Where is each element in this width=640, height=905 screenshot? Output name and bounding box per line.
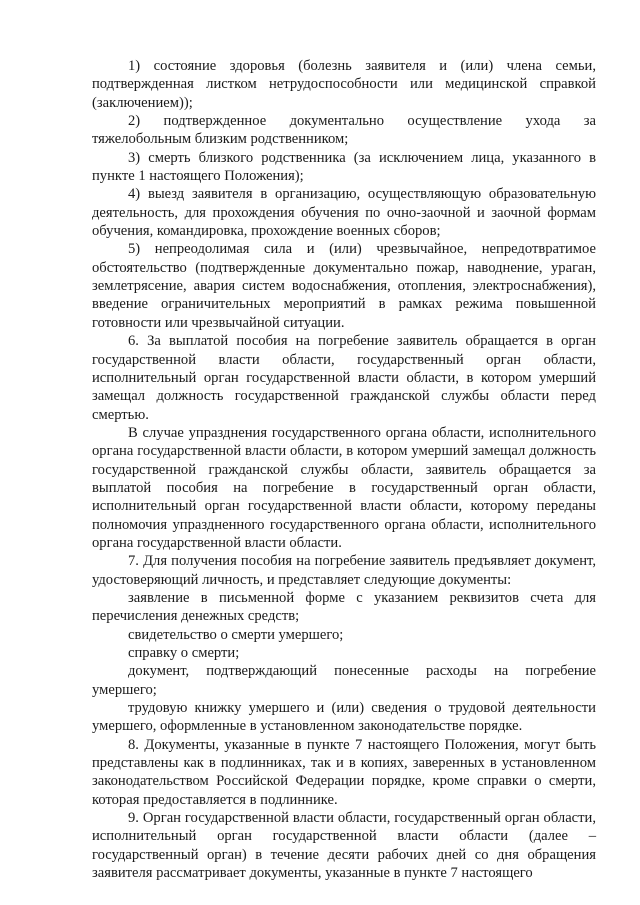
paragraph-doc-application: заявление в письменной форме с указанием реквизитов счета для перечисления денежных средств; (92, 589, 596, 625)
paragraph-item-2: 2) подтвержденное документально осуществление ухода за тяжелобольным близким родственником; (92, 113, 596, 148)
paragraph-item-5: 5) непреодолимая сила и (или) чрезвычайное, непредотвратимое обстоятельство (подтвержденные документально пожар, наводнение, ураган, землетрясение, авария систем водоснабжения, отопления, электроснабжения), введение ограничительных мероприятий в рамках режима повышенной готовности или чрезвычайной ситуации. (92, 241, 596, 331)
paragraph-doc-work-record: трудовую книжку умершего и (или) сведения о трудовой деятельности умершего, оформленные в установленном законодательстве порядке. (92, 700, 596, 735)
paragraph-doc-death-note: справку о смерти; (128, 645, 240, 661)
paragraph-item-1: 1) состояние здоровья (болезнь заявителя и (или) члена семьи, подтвержденная листком нетрудоспособности или медицинской справкой (заключением)); (92, 58, 596, 111)
paragraph-point-9: 9. Орган государственной власти области, государственный орган области, исполнительный орган государственной власти области (далее – государственный орган) в течение десяти рабочих дней со дня обращения заявителя рассматривает документы, указанные в пункте 7 настоящего (92, 810, 596, 882)
paragraph-doc-death-certificate: свидетельство о смерти умершего; (128, 626, 344, 643)
paragraph-item-3: 3) смерть близкого родственника (за исключением лица, указанного в пункте 1 настоящего Положения); (92, 149, 596, 185)
paragraph-point-6: 6. За выплатой пособия на погребение заявитель обращается в орган государственной власти области, государственный орган области, исполнительный орган государственной власти области, в котором умерший замещал должность государственной гражданской службы области перед смертью. (92, 333, 596, 423)
paragraph-point-8: 8. Документы, указанные в пункте 7 настоящего Положения, могут быть представлены как в подлинниках, так и в копиях, заверенных в установленном законодательством Российской Федерации порядке, кроме справки о смерти, которая предоставляется в подлиннике. (92, 736, 596, 808)
paragraph-point-7: 7. Для получения пособия на погребение заявитель предъявляет документ, удостоверяющий личность, и представляет следующие документы: (92, 553, 596, 588)
paragraph-point-6-abolition: В случае упразднения государственного органа области, исполнительного органа государственной власти области, в котором умерший замещал должность государственной гражданской службы области, заявитель обращается за выплатой пособия на погребение в государственный орган области, исполнительный орган государственной власти области, которому переданы полномочия упраздненного государственного органа области, исполнительного органа государственной власти области. (92, 424, 596, 551)
paragraph-doc-expenses: документ, подтверждающий понесенные расходы на погребение умершего; (92, 663, 596, 698)
paragraph-item-4: 4) выезд заявителя в организацию, осуществляющую образовательную деятельность, для прохождения обучения по очно-заочной и заочной формам обучения, командировка, прохождение военных сборов; (92, 186, 596, 240)
